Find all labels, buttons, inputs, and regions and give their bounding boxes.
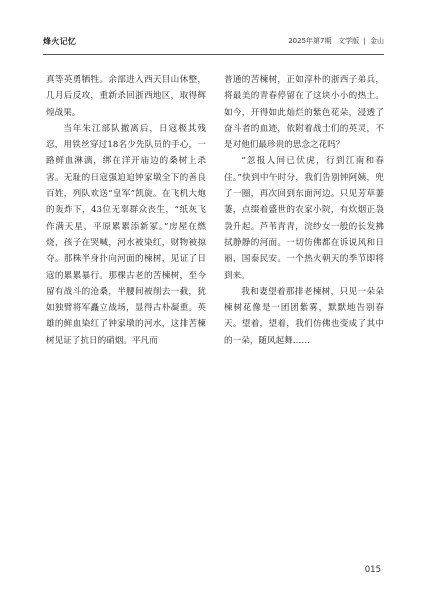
page-number: 015: [364, 565, 381, 575]
left-paragraph-1: 真等英勇牺牲。余部进入西天目山休整，几月后反攻，重新杀回浙西地区，取得辉煌战果。: [46, 75, 206, 118]
right-paragraph-3: 我和妻望着那排老楝树，只见一朵朵楝树花像是一团团紫雾，默默地告别春天。望着，望着，我们仿佛也变成了其中的一朵，随风起舞……: [224, 286, 384, 346]
header-separator: |: [363, 37, 366, 45]
page-header: [43, 36, 384, 50]
right-text-column: [224, 72, 384, 349]
left-text-column: [46, 72, 206, 349]
left-paragraph-2: 当年朱江部队撤离后，日寇极其残忍，用铁丝穿过18名少先队员的手心，一路鲜血淋漓，绑在洋开庙边的桑树上杀害。无耻的日寇强迫迫钟家墩全下的善良百姓，列队欢送“皇军”凯旋。在飞机大炮的轰炸下，43位无辜群众丧生，“纸灰飞作满天星，平原累累添新冢。”房屋在燃烧，孩子在哭喊，河水被染红，财物被掠夺。那株半身扑向河面的楝树，见证了日寇的累累暴行。那棵古老的苦楝树，至今留有战斗的沧桑，半腰间被削去一截，犹如独臂将军矗立战场，显得古朴凝重。英雄的鲜血染红了钟家墩的河水，这排苦楝树见证了抗日的硝烟。平凡而: [46, 123, 206, 346]
issue-info: [288, 36, 384, 46]
header-divider: [43, 54, 384, 55]
right-paragraph-2: “忽报人间已伏虎，行到江南和春住。”快到中午时分，我们告别钟阿姨，兜了一圈，再次回到东面河边。只见芳草萋萋，点缀着盛世的农家小院，有炊烟正袅袅升起。芦苇青青，浣纱女一般的长发拂拭静静的河面。一切仿佛都在诉说风和日丽，国泰民安。一个热火朝天的季节即将到来。: [224, 156, 384, 281]
section-title: 烽火记忆: [43, 37, 77, 46]
right-paragraph-1: 普通的苦楝树，正如淳朴的浙西子弟兵，将最美的青春停留在了这块小小的热土。如今，开得如此灿烂的紫色花朵，浸透了奋斗者的血迹，依附着战士们的英灵，不是对他们最珍贵的思念之花吗？: [224, 75, 384, 151]
magazine-label: 文学版: [338, 37, 360, 45]
column-author-label: 金山: [370, 37, 384, 45]
issue-label: 2025年第7期: [288, 37, 332, 45]
